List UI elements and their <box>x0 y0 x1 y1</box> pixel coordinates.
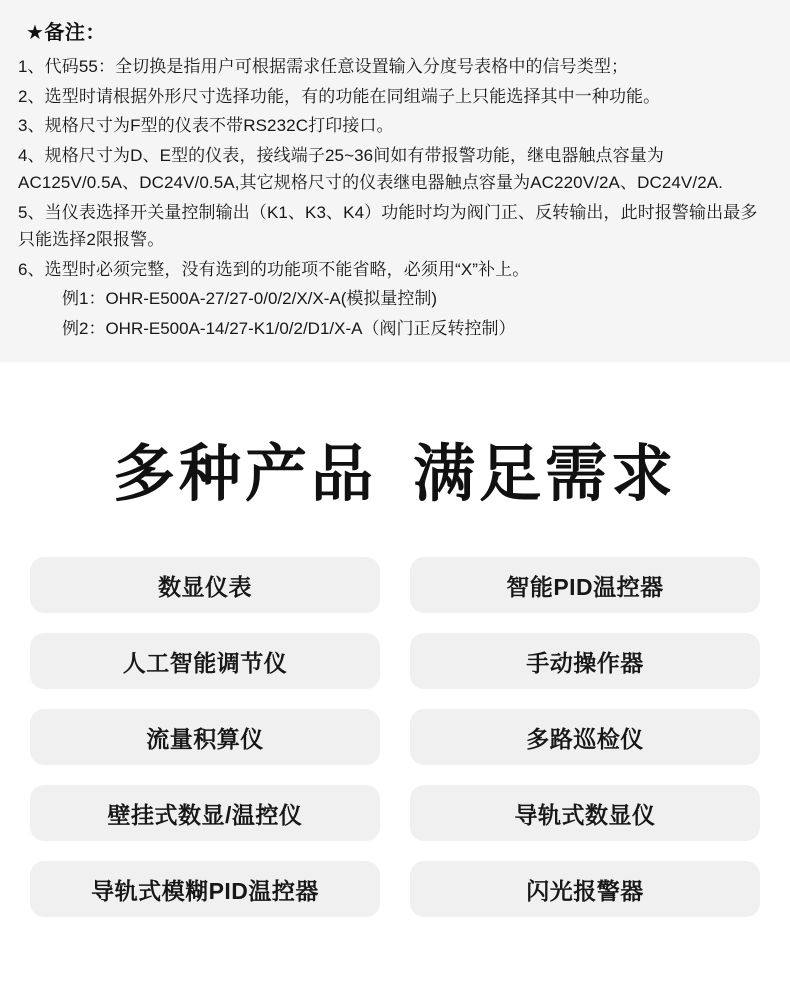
product-chip-5[interactable] <box>30 709 380 765</box>
product-chip-label: 多路巡检仪 <box>526 725 644 752</box>
headline-right: 满足需求 <box>413 440 678 510</box>
notes-title: ★备注： <box>26 22 106 44</box>
product-chip-6[interactable] <box>410 709 760 765</box>
note-line-5: 5、当仪表选择开关量控制输出（K1、K3、K4）功能时均为阀门正、反转输出，此时报警输出最多只能选择2限报警。 <box>18 202 758 250</box>
note-line-1: 1、代码55：全切换是指用户可根据需求任意设置输入分度号表格中的信号类型； <box>18 57 629 76</box>
product-chip-8[interactable] <box>410 785 760 841</box>
product-chip-label: 智能PID温控器 <box>506 573 664 600</box>
product-chip-label: 闪光报警器 <box>526 877 644 904</box>
product-chip-1[interactable] <box>30 557 380 613</box>
product-grid <box>0 557 790 941</box>
note-line-6: 6、选型时必须完整，没有选到的功能项不能省略，必须用“X”补上。 <box>18 259 530 279</box>
note-example-1: 例1：OHR-E500A-27/27-0/0/2/X/X-A(模拟量控制) <box>62 289 438 309</box>
product-chip-7[interactable] <box>30 785 380 841</box>
product-chip-3[interactable] <box>30 633 380 689</box>
product-chip-label: 手动操作器 <box>526 649 644 676</box>
product-chip-10[interactable] <box>410 861 760 917</box>
product-chip-label: 壁挂式数显/温控仪 <box>107 801 303 828</box>
product-chip-label: 导轨式数显仪 <box>514 801 656 828</box>
product-chip-label: 数显仪表 <box>158 573 252 600</box>
product-chip-4[interactable] <box>410 633 760 689</box>
note-line-2: 2、选型时请根据外形尺寸选择功能，有的功能在同组端子上只能选择其中一种功能。 <box>18 86 661 106</box>
note-line-4: 4、规格尺寸为D、E型的仪表，接线端子25~36间如有带报警功能，继电器触点容量为AC125V/0.5A、DC24V/0.5A,其它规格尺寸的仪表继电器触点容量为AC220V/2A、DC24V/2A. <box>18 145 724 193</box>
product-chip-label: 导轨式模糊PID温控器 <box>91 877 319 904</box>
page-title <box>113 424 677 513</box>
product-chip-2[interactable] <box>410 557 760 613</box>
headline-banner <box>0 362 790 557</box>
product-chip-label: 流量积算仪 <box>146 725 264 752</box>
headline-left: 多种产品 <box>112 440 377 510</box>
note-example-2: 例2：OHR-E500A-14/27-K1/0/2/D1/X-A（阀门正反转控制） <box>62 318 516 338</box>
notes-section <box>0 0 790 362</box>
product-chip-label: 人工智能调节仪 <box>122 649 288 676</box>
product-chip-9[interactable] <box>30 861 380 917</box>
note-line-3: 3、规格尺寸为F型的仪表不带RS232C打印接口。 <box>18 116 394 136</box>
